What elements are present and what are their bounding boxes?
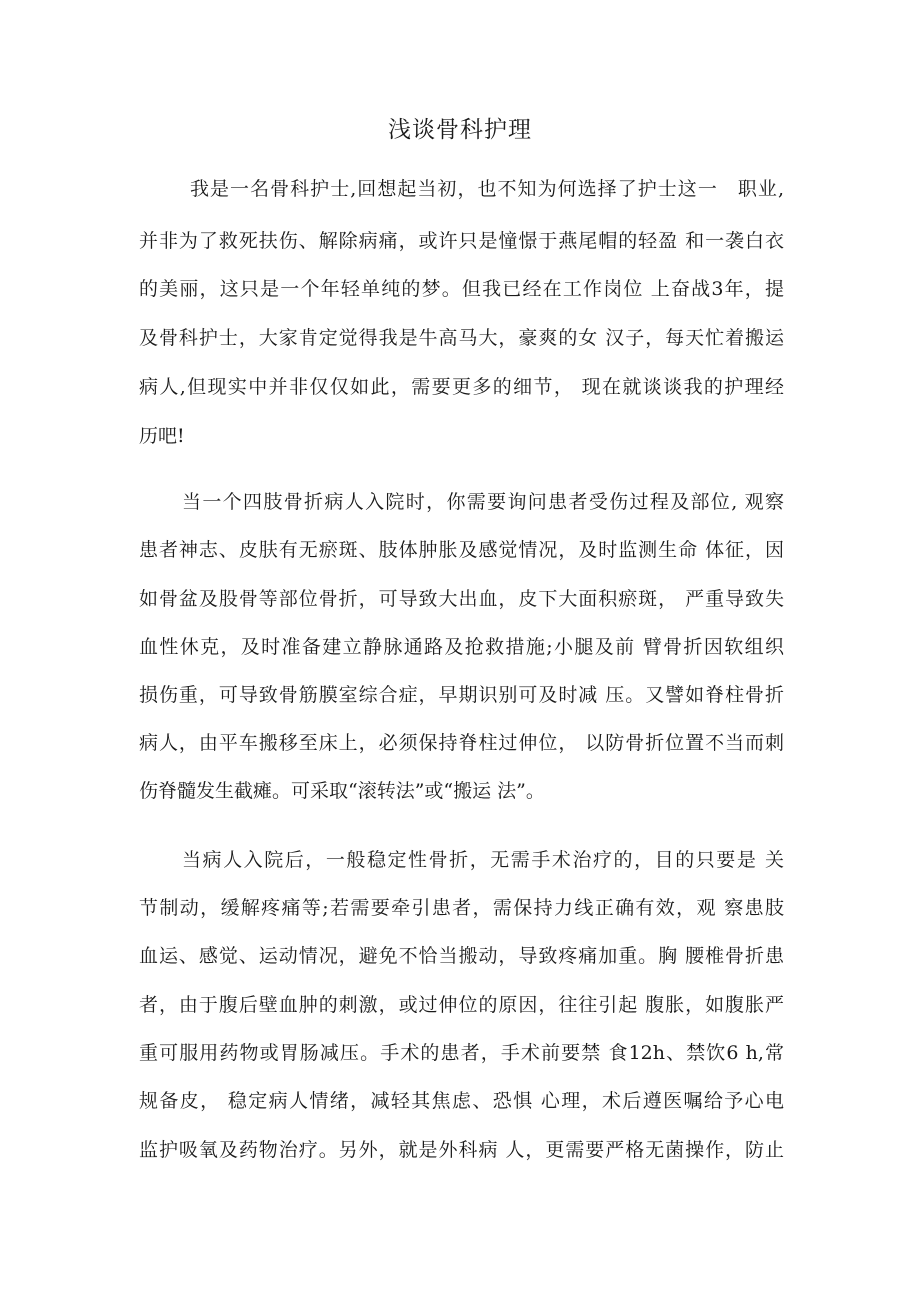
paragraph-2-line: 当一个四肢骨折病人入院时，你需要询问患者受伤过程及部位, 观察 [182,491,784,513]
paragraph-1-line: 我是一名骨科护士,回想起当初，也不知为何选择了护士这一 职业, [190,178,784,200]
paragraph-1-line: 及骨科护士，大家肯定觉得我是牛高马大，豪爽的女 汉子，每天忙着搬运 [139,327,784,349]
paragraph-3-line: 者，由于腹后壁血肿的刺激，或过伸位的原因，往往引起 腹胀，如腹胀严 [139,994,784,1016]
paragraph-1-line: 历吧! [139,425,185,447]
paragraph-2-line: 如骨盆及股骨等部位骨折，可导致大出血，皮下大面积瘀斑， 严重导致失 [139,588,784,610]
paragraph-3-line: 监护吸氧及药物治疗。另外，就是外科病 人，更需要严格无菌操作，防止 [139,1139,784,1161]
paragraph-2-line: 血性休克，及时准备建立静脉通路及抢救措施;小腿及前 臂骨折因软组织 [139,636,784,658]
paragraph-1-line: 的美丽，这只是一个年轻单纯的梦。但我已经在工作岗位 上奋战3年，提 [139,278,784,300]
paragraph-2-line: 伤脊髓发生截瘫。可采取“滚转法”或“搬运 法”。 [139,780,545,802]
paragraph-1-line: 并非为了救死扶伤、解除病痛，或许只是憧憬于燕尾帽的轻盈 和一袭白衣 [139,230,784,252]
document-title: 浅谈骨科护理 [388,117,532,143]
paragraph-1-line: 病人,但现实中并非仅仅如此，需要更多的细节， 现在就谈谈我的护理经 [139,376,784,398]
paragraph-2-line: 损伤重，可导致骨筋膜室综合症，早期识别可及时减 压。又譬如脊柱骨折 [139,684,784,706]
paragraph-3-line: 重可服用药物或胃肠减压。手术的患者，手术前要禁 食12h、禁饮6 h,常 [139,1042,784,1064]
paragraph-3-line: 当病人入院后，一般稳定性骨折，无需手术治疗的，目的只要是 关 [182,849,784,871]
paragraph-2-line: 病人，由平车搬移至床上，必须保持脊柱过伸位， 以防骨折位置不当而刺 [139,732,784,754]
paragraph-3-line: 血运、感觉、运动情况，避免不恰当搬动，导致疼痛加重。胸 腰椎骨折患 [139,945,784,967]
paragraph-3-line: 规备皮， 稳定病人情绪，减轻其焦虑、恐惧 心理，术后遵医嘱给予心电 [139,1090,784,1112]
paragraph-3-line: 节制动，缓解疼痛等;若需要牵引患者，需保持力线正确有效，观 察患肢 [139,897,784,919]
paragraph-2-line: 患者神志、皮肤有无瘀斑、肢体肿胀及感觉情况，及时监测生命 体征，因 [139,539,784,561]
